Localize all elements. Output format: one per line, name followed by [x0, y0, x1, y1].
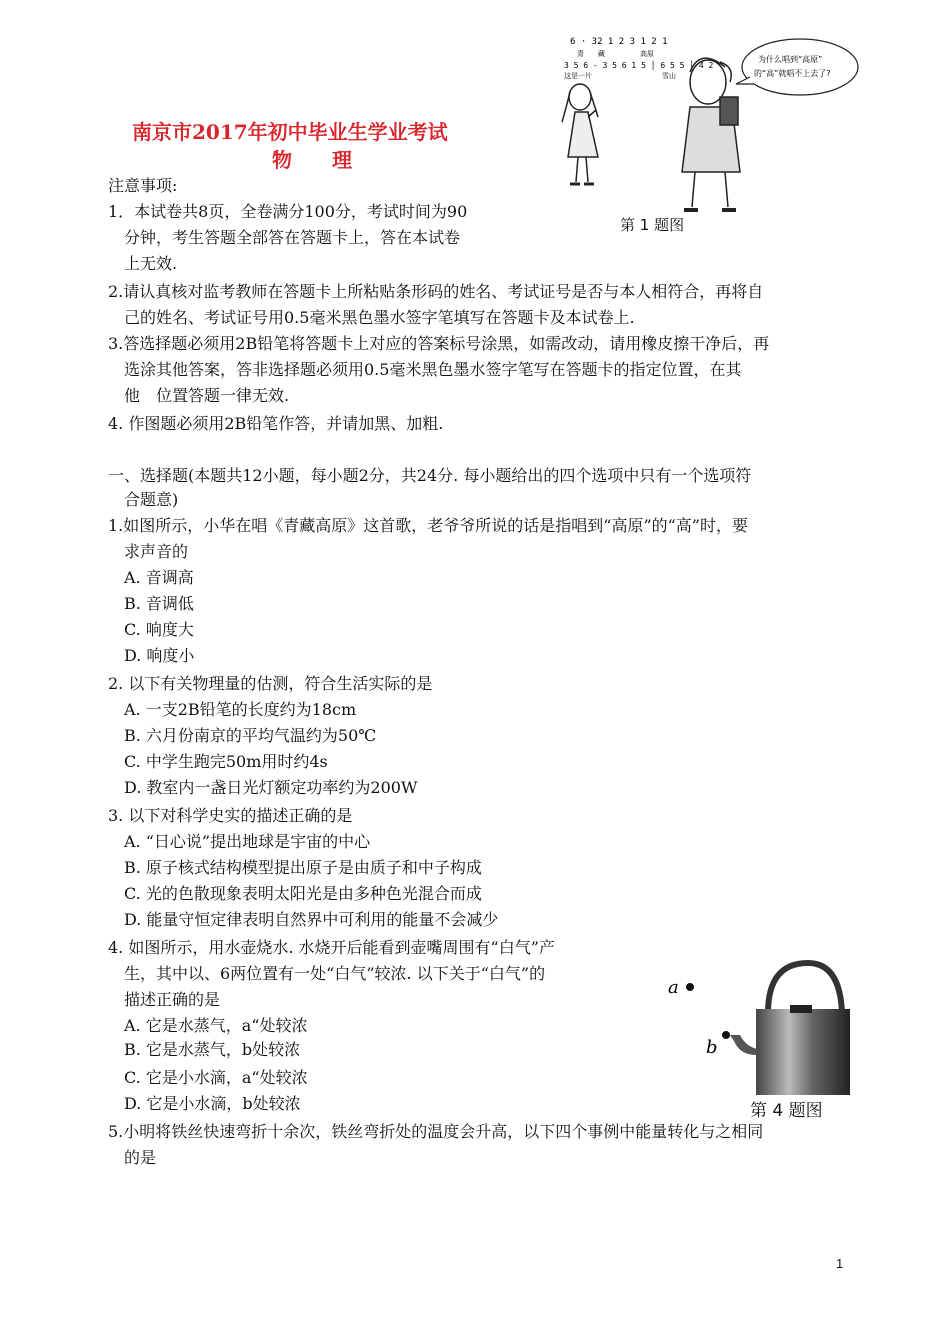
- figure-4-illustration: [660, 955, 850, 1110]
- notes-heading: 注意事项:: [108, 176, 178, 195]
- question-line: 1.如图所示，小华在唱《青藏高原》这首歌，老爷爷所说的话是指唱到“高原”的“高”时，要: [108, 516, 748, 535]
- notes-line: 2.请认真核对监考教师在答题卡上所粘贴条形码的姓名、考试证号是否与本人相符合，再将自: [108, 282, 764, 301]
- figure-4-caption: 第 4 题图: [750, 1101, 823, 1121]
- notes-line: 分钟，考生答题全部答在答题卡上，答在本试卷: [108, 228, 461, 247]
- option-line: B. 它是水蒸气，b处较浓: [108, 1040, 301, 1059]
- notes-line: 3.答选择题必须用2B铅笔将答题卡上对应的答案标号涂黑，如需改动，请用橡皮擦干净后，再: [108, 334, 770, 353]
- option-line: A. 一支2B铅笔的长度约为18cm: [108, 700, 357, 719]
- kettle-icon: [660, 955, 850, 1110]
- speech-line-1: 为什么唱到“高原”: [758, 55, 823, 64]
- girl-singing-icon: [562, 84, 598, 184]
- score-line-1: 6 · 32 1 2 3 1 2 1: [570, 37, 668, 47]
- figure-1-illustration: [540, 22, 860, 222]
- notes-line: 己的姓名、考试证号用0.5毫米黑色墨水签字笔填写在答题卡及本试卷上.: [108, 308, 635, 327]
- figure-1-caption: 第 1 题图: [620, 216, 685, 234]
- option-line: D. 能量守恒定律表明自然界中可利用的能量不会减少: [108, 910, 499, 929]
- score-line-3: 3 5 6 - 3 5 6 1 5 │ 6 5 5 │ 4 2: [564, 61, 714, 70]
- option-line: B. 音调低: [108, 594, 194, 613]
- question-line: 的是: [108, 1148, 157, 1167]
- speech-bubble-icon: [736, 39, 858, 95]
- notes-line: 他 位置答题一律无效.: [108, 386, 290, 405]
- option-line: A. “日心说”提出地球是宇宙的中心: [108, 832, 371, 851]
- label-a: a: [668, 977, 679, 998]
- score-line-4: 这是一片 雪山: [564, 72, 676, 80]
- option-line: A. 它是水蒸气，a“处较浓: [108, 1016, 308, 1035]
- section-heading: 一、选择题(本题共12小题，每小题2分，共24分. 每小题给出的四个选项中只有一个选项符: [108, 466, 752, 485]
- question-line: 4. 如图所示，用水壶烧水. 水烧开后能看到壶嘴周围有“白气”产: [108, 938, 555, 957]
- option-line: A. 音调高: [108, 568, 194, 587]
- exam-title: 南京市2017年初中毕业生学业考试: [132, 120, 448, 144]
- label-b: b: [706, 1037, 718, 1058]
- option-line: D. 教室内一盏日光灯额定功率约为200W: [108, 778, 418, 797]
- subject-title: 物 理: [272, 148, 352, 172]
- option-line: D. 响度小: [108, 646, 195, 665]
- old-man-icon: [682, 58, 740, 210]
- question-line: 2. 以下有关物理量的估测，符合生活实际的是: [108, 674, 433, 693]
- page-number: 1: [836, 1256, 844, 1271]
- notes-line: 1．本试卷共8页，全卷满分100分，考试时间为90: [108, 202, 468, 221]
- option-line: B. 六月份南京的平均气温约为50℃: [108, 726, 377, 745]
- question-line: 描述正确的是: [108, 990, 221, 1009]
- question-line: 3. 以下对科学史实的描述正确的是: [108, 806, 353, 825]
- question-line: 5.小明将铁丝快速弯折十余次，铁丝弯折处的温度会升高，以下四个事例中能量转化与之相同: [108, 1122, 764, 1141]
- notes-line: 上无效.: [108, 254, 178, 273]
- speech-line-2: 的“高”就唱不上去了?: [754, 69, 831, 78]
- option-line: C. 中学生跑完50m用时约4s: [108, 752, 328, 771]
- option-line: D. 它是小水滴，b处较浓: [108, 1094, 301, 1113]
- question-line: 求声音的: [108, 542, 189, 561]
- option-line: C. 响度大: [108, 620, 194, 639]
- option-line: C. 光的色散现象表明太阳光是由多种色光混合而成: [108, 884, 482, 903]
- question-line: 生，其中以、6两位置有一处“白气”较浓. 以下关于“白气”的: [108, 964, 546, 983]
- section-heading-cont: 合题意): [108, 490, 179, 509]
- notes-line: 选涂其他答案，答非选择题必须用0.5毫米黑色墨水签字笔写在答题卡的指定位置，在其: [108, 360, 742, 379]
- option-line: C. 它是小水滴，a“处较浓: [108, 1068, 308, 1087]
- score-line-2: 青 藏 高原: [570, 50, 654, 58]
- notes-line: 4. 作图题必须用2B铅笔作答，并请加黑、加粗.: [108, 414, 444, 433]
- option-line: B. 原子核式结构模型提出原子是由质子和中子构成: [108, 858, 482, 877]
